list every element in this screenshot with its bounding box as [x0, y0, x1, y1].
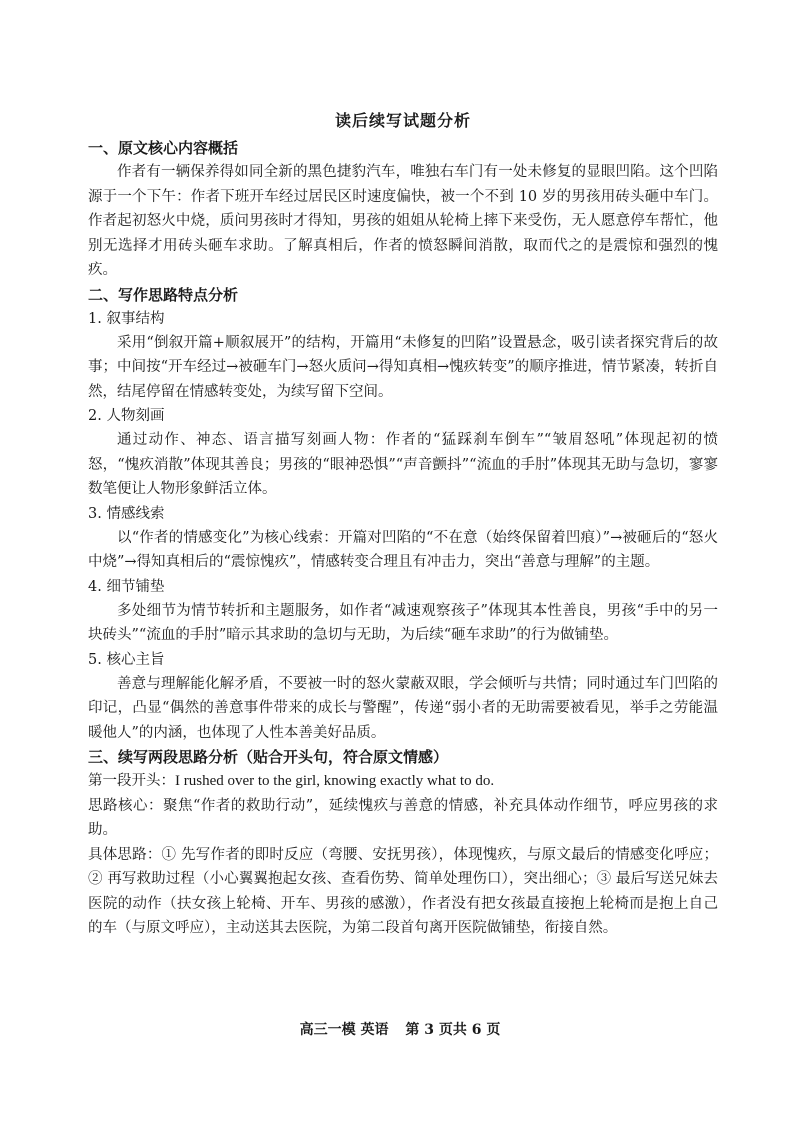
opening-label: 第一段开头： — [88, 773, 175, 789]
item-2-text: 通过动作、神态、语言描写刻画人物：作者的“猛踩刹车倒车”“皱眉怒吼”体现起初的愤怒，“愧疚消散”体现其善良；男孩的“眼神恐惧”“声音颤抖”“流血的手肘”体现其无助与急切，寥寥数笔便让人物形象鲜活立体。 — [88, 432, 718, 497]
document-page — [88, 110, 718, 941]
section-1-paragraph: 作者有一辆保养得如同全新的黑色捷豹汽车，唯独右车门有一处未修复的显眼凹陷。这个凹陷源于一个下午：作者下班开车经过居民区时速度偏快，被一个不到 10 岁的男孩用砖头砸中车门。作者起初怒火中烧，质问男孩时才得知，男孩的姐姐从轮椅上摔下来受伤，无人愿意停车帮忙，他别无选择才用砖头砸车求助。了解真相后，作者的愤怒瞬间消散，取而代之的是震惊和强烈的愧疚。 — [88, 164, 718, 278]
document-title: 读后续写试题分析 — [334, 111, 471, 130]
item-3-text: 以“作者的情感变化”为核心线索：开篇对凹陷的“不在意（始终保留着凹痕）”→被砸后的“怒火中烧”→得知真相后的“震惊愧疚”，情感转变合理且有冲击力，突出“善意与理解”的主题。 — [88, 529, 718, 570]
item-1-label: 1. 叙事结构 — [88, 310, 165, 327]
item-4-label: 4. 细节铺垫 — [88, 578, 165, 595]
page-footer — [0, 1020, 800, 1040]
section-3-heading: 三、续写两段思路分析（贴合开头句，符合原文情感） — [88, 748, 449, 766]
opening-sentence: I rushed over to the girl, knowing exactly what to do. — [175, 773, 495, 789]
item-2-label: 2. 人物刻画 — [88, 408, 165, 424]
core-idea-paragraph: 思路核心：聚焦“作者的救助行动”，延续愧疚与善意的情感，补充具体动作细节，呼应男孩的求助。 — [88, 797, 718, 838]
opening-line — [88, 769, 718, 794]
footer-page-number: 第 3 页共 6 页 — [405, 1022, 501, 1038]
section-2-heading: 二、写作思路特点分析 — [88, 285, 239, 304]
item-5-text: 善意与理解能化解矛盾，不要被一时的怒火蒙蔽双眼，学会倾听与共情；同时通过车门凹陷的印记，凸显“偶然的善意事件带来的成长与警醒”，传递“弱小者的无助需要被看见，举手之劳能温暖他人”的内涵，也体现了人性本善美好品质。 — [88, 675, 718, 741]
item-3-label: 3. 情感线索 — [88, 505, 165, 522]
item-1-text: 采用“倒叙开篇+顺叙展开”的结构，开篇用“未修复的凹陷”设置悬念，吸引读者探究背后的故事；中间按“开车经过→被砸车门→怒火质问→得知真相→愧疚转变”的顺序推进，情节紧凑，转折自然，结尾停留在情感转变处，为续写留下空间。 — [88, 334, 718, 400]
footer-subject: 高三一模 英语 — [299, 1022, 389, 1038]
detail-idea-paragraph: 具体思路：① 先写作者的即时反应（弯腰、安抚男孩），体现愧疚，与原文最后的情感变化呼应；② 再写救助过程（小心翼翼抱起女孩、查看伤势、简单处理伤口），突出细心；③ 最后写送兄妹去医院的动作（扶女孩上轮椅、开车、男孩的感激），作者没有把女孩最直接抱上轮椅而是抱上自己的车（与原文呼应），主动送其去医院，为第二段首句离开医院做铺垫，衔接自然。 — [88, 846, 718, 936]
item-4-text: 多处细节为情节转折和主题服务，如作者“减速观察孩子”体现其本性善良，男孩“手中的另一块砖头”“流血的手肘”暗示其求助的急切与无助，为后续“砸车求助”的行为做铺垫。 — [88, 602, 718, 643]
item-5-label: 5. 核心主旨 — [88, 651, 165, 668]
section-1-heading: 一、原文核心内容概括 — [88, 139, 239, 157]
